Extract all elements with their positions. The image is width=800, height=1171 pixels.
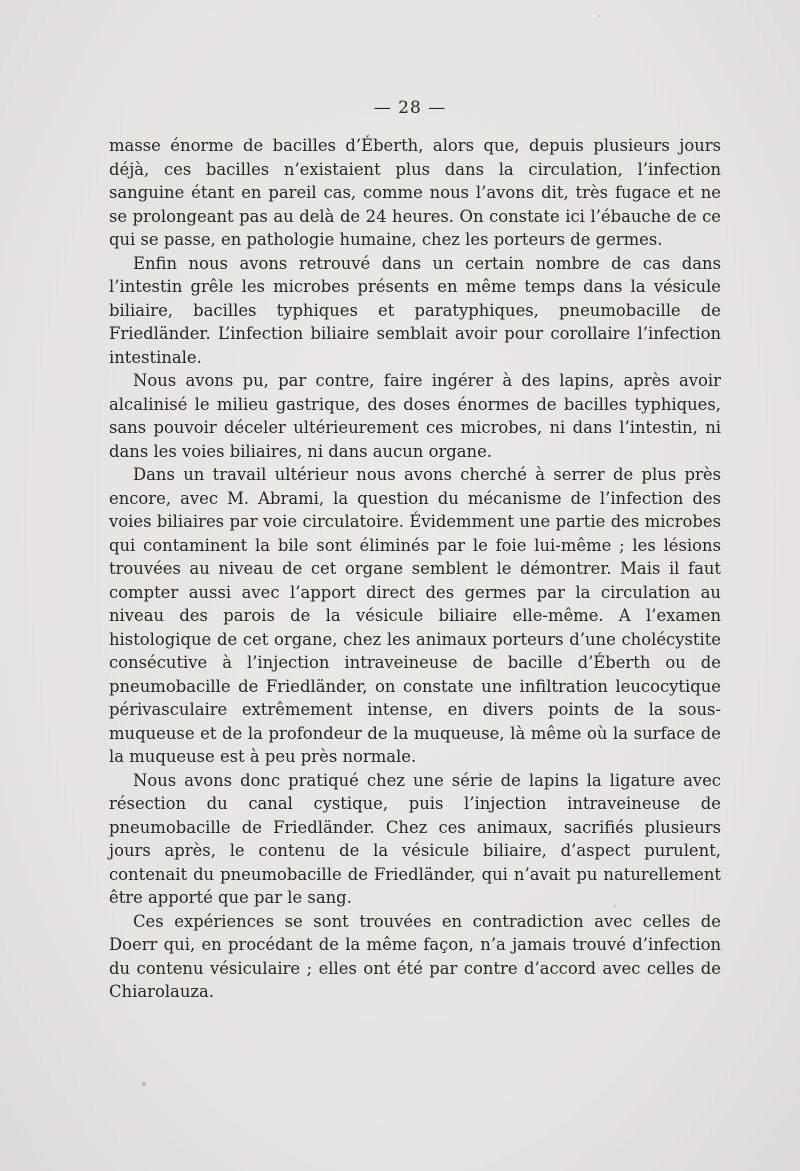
paper-speck [142,1082,146,1086]
paper-speck [614,905,616,907]
paragraph-2: Enfin nous avons retrouvé dans un certain nombre de cas dans l’intestin grêle les microbes présents en même temps dans la vésicule biliaire, bacilles typhiques et paratyphiques, pneumobacille de Friedländer. L’infection biliaire semblait avoir pour corollaire l’infection intestinale. [109,253,721,367]
page-number: — 28 — [373,98,447,118]
paragraph-1: masse énorme de bacilles d’Éberth, alors que, depuis plusieurs jours déjà, ces bacilles n’existaient plus dans la circulation, l’infection sanguine étant en pareil cas, comme nous l’avons dit, très fugace et ne se prolongeant pas au delà de 24 heures. On constate ici l’ébauche de ce qui se passe, en pathologie humaine, chez les porteurs de germes. [109,136,721,249]
paragraph-5: Nous avons donc pratiqué chez une série de lapins la ligature avec résection du canal cystique, puis l’injection intraveineuse de pneumobacille de Friedländer. Chez ces animaux, sacrifiés plusieurs jours après, le contenu de la vésicule biliaire, d’aspect purulent, contenait du pneumobacille de Friedländer, qui n’avait pu naturellement être apporté que par le sang. [109,770,721,907]
body-text [109,134,721,1004]
paragraph-6: Ces expériences se sont trouvées en contradiction avec celles de Doerr qui, en procédant de la même façon, n’a jamais trouvé d’infection du contenu vésiculaire ; elles ont été par contre d’accord avec celles de Chiarolauza. [109,911,721,1001]
paragraph-4: Dans un travail ultérieur nous avons cherché à serrer de plus près encore, avec M. Abrami, la question du mécanisme de l’infection des voies biliaires par voie circulatoire. Évidemment une partie des microbes qui contaminent la bile sont éliminés par le foie lui-même ; les lésions trouvées au niveau de cet organe semblent le démontrer. Mais il faut compter aussi avec l’apport direct des germes par la circulation au niveau des parois de la vésicule biliaire elle-même. A l’examen histologique de cet organe, chez les animaux porteurs d’une cholécystite consécutive à l’injection intraveineuse de bacille d’Éberth ou de pneumobacille de Friedländer, on constate une infiltration leucocytique périvasculaire extrêmement intense, en divers points de la sous-muqueuse et de la profondeur de la muqueuse, là même où la surface de la muqueuse est à peu près normale. [109,465,721,766]
paragraph-3: Nous avons pu, par contre, faire ingérer à des lapins, après avoir alcalinisé le milieu gastrique, des doses énormes de bacilles typhiques, sans pouvoir déceler ultérieurement ces microbes, ni dans l’intestin, ni dans les voies biliaires, ni dans aucun organe. [109,371,721,461]
paper-speck [598,15,600,17]
